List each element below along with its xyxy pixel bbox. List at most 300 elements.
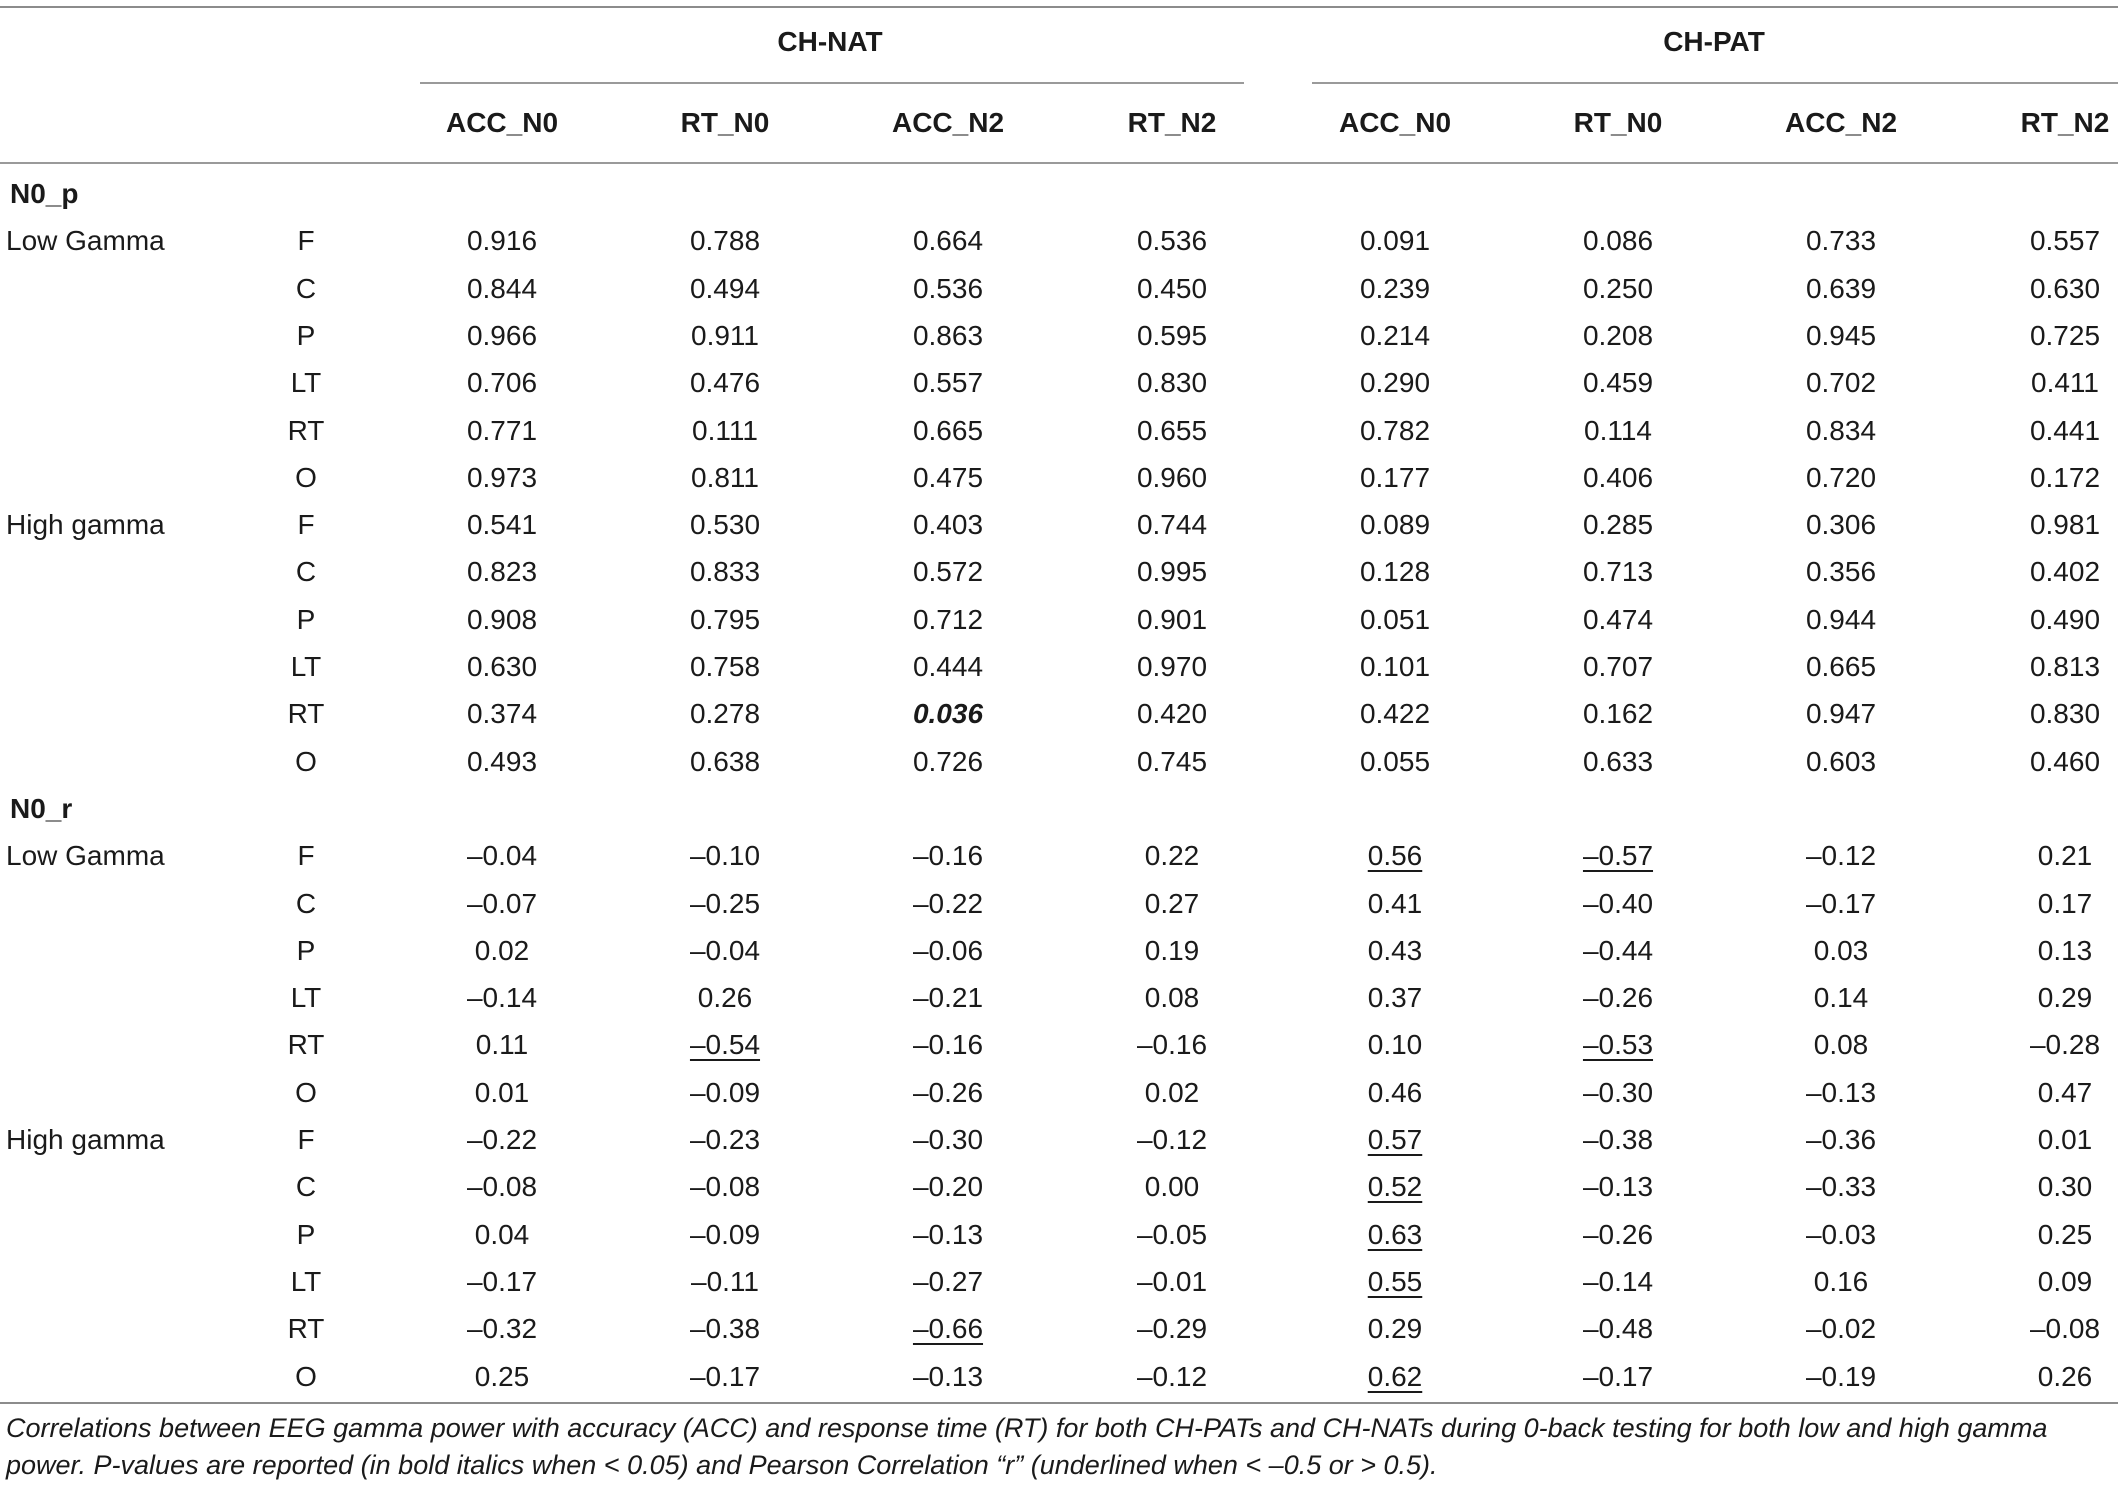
- cell-value: –0.14: [1582, 1265, 1654, 1297]
- table-cell: [1305, 501, 1485, 548]
- table-cell: [412, 1116, 592, 1163]
- table-cell: [1082, 974, 1262, 1021]
- table-row: [0, 454, 2118, 501]
- table-cell: [1082, 501, 1262, 548]
- cell-value: 0.374: [466, 698, 538, 730]
- cell-value: 0.278: [689, 698, 761, 730]
- cell-value: –0.01: [1136, 1265, 1208, 1297]
- table-cell: [858, 1211, 1038, 1258]
- table-cell: [412, 1211, 592, 1258]
- table-cell: [858, 454, 1038, 501]
- cell-value: –0.09: [689, 1218, 761, 1250]
- cell-value: 0.29: [1367, 1313, 1423, 1345]
- table-cell: [1528, 407, 1708, 454]
- table-cell: [1528, 454, 1708, 501]
- table-cell: [635, 1353, 815, 1400]
- cell-value: –0.53: [1582, 1029, 1654, 1061]
- cell-value: 0.664: [912, 225, 984, 257]
- table-cell: [635, 880, 815, 927]
- column-header: ACC_N0: [1338, 107, 1452, 138]
- cell-value: 0.702: [1805, 367, 1877, 399]
- table-cell: [858, 1305, 1038, 1352]
- cell-value: 0.830: [2029, 698, 2101, 730]
- cell-value: 0.823: [466, 556, 538, 588]
- band-label: Low Gamma: [6, 225, 165, 257]
- table-cell: [1305, 1116, 1485, 1163]
- table-cell: [412, 548, 592, 595]
- table-cell: [412, 312, 592, 359]
- table-cell: [1975, 1305, 2118, 1352]
- cell-value: 0.945: [1805, 319, 1877, 351]
- table-cell: [412, 974, 592, 1021]
- region-label: RT: [287, 1313, 325, 1345]
- table-cell: [1975, 312, 2118, 359]
- table-row: [0, 643, 2118, 690]
- table-cell: [1305, 1211, 1485, 1258]
- cell-value: –0.16: [912, 840, 984, 872]
- cell-value: 0.981: [2029, 509, 2101, 541]
- cell-value: 0.14: [1813, 982, 1869, 1014]
- cell-value: –0.10: [689, 840, 761, 872]
- cell-value: 0.172: [2029, 461, 2101, 493]
- cell-value: 0.27: [1144, 887, 1200, 919]
- table-cell: [635, 265, 815, 312]
- table-cell: [858, 832, 1038, 879]
- cell-value: –0.26: [1582, 982, 1654, 1014]
- region-label: P: [296, 934, 316, 966]
- cell-value: 0.17: [2037, 887, 2093, 919]
- cell-value: –0.17: [1582, 1360, 1654, 1392]
- cell-value: 0.089: [1359, 509, 1431, 541]
- table-cell: [1528, 1353, 1708, 1400]
- table-cell: [1305, 974, 1485, 1021]
- table-cell: [1975, 738, 2118, 785]
- table-cell: [412, 501, 592, 548]
- cell-value: –0.17: [466, 1265, 538, 1297]
- cell-value: 0.844: [466, 272, 538, 304]
- cell-value: –0.16: [1136, 1029, 1208, 1061]
- table-cell: [635, 643, 815, 690]
- cell-value: –0.26: [1582, 1218, 1654, 1250]
- table-cell: [635, 1258, 815, 1305]
- table-cell: [1082, 548, 1262, 595]
- table-cell: [1082, 643, 1262, 690]
- table-cell: [1975, 832, 2118, 879]
- table-cell: [412, 1163, 592, 1210]
- cell-value: 0.13: [2037, 934, 2093, 966]
- cell-value: 0.41: [1367, 887, 1423, 919]
- table-cell: [1082, 217, 1262, 264]
- column-header: ACC_N2: [1784, 107, 1898, 138]
- table-cell: [1751, 359, 1931, 406]
- cell-value: 0.541: [466, 509, 538, 541]
- cell-value: 0.177: [1359, 461, 1431, 493]
- table-cell: [1751, 690, 1931, 737]
- table-cell: [635, 738, 815, 785]
- cell-value: 0.46: [1367, 1076, 1423, 1108]
- cell-value: 0.441: [2029, 414, 2101, 446]
- cell-value: 0.208: [1582, 319, 1654, 351]
- table-cell: [1975, 359, 2118, 406]
- region-label: LT: [290, 367, 322, 399]
- cell-value: –0.05: [1136, 1218, 1208, 1250]
- table-cell: [1751, 1021, 1931, 1068]
- cell-value: 0.744: [1136, 509, 1208, 541]
- table-cell: [412, 454, 592, 501]
- cell-value: 0.460: [2029, 745, 2101, 777]
- region-label: C: [295, 887, 317, 919]
- table-cell: [1305, 596, 1485, 643]
- cell-value: 0.29: [2037, 982, 2093, 1014]
- cell-value: 0.444: [912, 651, 984, 682]
- cell-value: 0.22: [1144, 840, 1200, 872]
- cell-value: 0.25: [474, 1360, 530, 1392]
- cell-value: 0.04: [474, 1218, 530, 1250]
- cell-value: –0.30: [912, 1124, 984, 1155]
- cell-value: –0.14: [466, 982, 538, 1014]
- table-cell: [1528, 1258, 1708, 1305]
- cell-value: 0.111: [692, 414, 758, 446]
- cell-value: –0.30: [1582, 1076, 1654, 1108]
- region-label: F: [297, 840, 315, 872]
- cell-value: 0.56: [1367, 840, 1423, 872]
- table-cell: [1305, 1163, 1485, 1210]
- cell-value: –0.21: [912, 982, 984, 1014]
- cell-value: 0.493: [466, 745, 538, 777]
- region-label: F: [297, 509, 315, 541]
- cell-value: 0.713: [1582, 556, 1654, 588]
- cell-value: 0.37: [1367, 982, 1423, 1014]
- cell-value: –0.26: [912, 1076, 984, 1108]
- cell-value: 0.285: [1582, 509, 1654, 541]
- cell-value: –0.32: [466, 1313, 538, 1345]
- cell-value: 0.214: [1359, 319, 1431, 351]
- table-cell: [1751, 265, 1931, 312]
- table-cell: [412, 690, 592, 737]
- table-row: [0, 880, 2118, 927]
- table-cell: [1528, 548, 1708, 595]
- table-cell: [1528, 927, 1708, 974]
- cell-value: 0.536: [1136, 225, 1208, 257]
- cell-value: 0.26: [2037, 1360, 2093, 1392]
- cell-value: –0.54: [689, 1029, 761, 1061]
- cell-value: 0.57: [1367, 1124, 1423, 1155]
- cell-value: 0.474: [1582, 603, 1654, 635]
- cell-value: –0.19: [1805, 1360, 1877, 1392]
- section-title: N0_r: [10, 792, 73, 824]
- table-cell: [1305, 1353, 1485, 1400]
- region-label: O: [295, 1360, 317, 1392]
- cell-value: 0.995: [1136, 556, 1208, 588]
- table-cell: [635, 832, 815, 879]
- table-cell: [1082, 1305, 1262, 1352]
- cell-value: 0.911: [691, 319, 759, 351]
- table-cell: [635, 927, 815, 974]
- cell-value: 0.725: [2029, 319, 2101, 351]
- table-cell: [1975, 1258, 2118, 1305]
- table-cell: [635, 501, 815, 548]
- cell-value: –0.13: [912, 1360, 984, 1392]
- table-cell: [1305, 690, 1485, 737]
- cell-value: –0.13: [1805, 1076, 1877, 1108]
- region-label: RT: [287, 414, 325, 446]
- cell-value: –0.12: [1136, 1360, 1208, 1392]
- table-cell: [1751, 974, 1931, 1021]
- cell-value: 0.782: [1359, 414, 1431, 446]
- cell-value: 0.475: [912, 461, 984, 493]
- table-cell: [1751, 643, 1931, 690]
- table-cell: [1975, 1116, 2118, 1163]
- region-label: F: [297, 225, 315, 257]
- table-cell: [635, 1116, 815, 1163]
- cell-value: –0.02: [1805, 1313, 1877, 1345]
- cell-value: 0.055: [1359, 745, 1431, 777]
- cell-value: 0.947: [1805, 698, 1877, 730]
- cell-value: 0.47: [2037, 1076, 2093, 1108]
- table-cell: [635, 1069, 815, 1116]
- ch-nat-span-rule: [420, 82, 1244, 84]
- cell-value: 0.09: [2037, 1265, 2093, 1297]
- cell-value: 0.63: [1367, 1218, 1423, 1250]
- region-label: F: [297, 1124, 315, 1155]
- cell-value: 0.10: [1367, 1029, 1423, 1061]
- table-cell: [1305, 548, 1485, 595]
- cell-value: 0.086: [1582, 225, 1654, 257]
- table-cell: [1975, 1069, 2118, 1116]
- table-cell: [1305, 312, 1485, 359]
- table-cell: [1305, 359, 1485, 406]
- table-cell: [1082, 880, 1262, 927]
- table-cell: [1751, 927, 1931, 974]
- cell-value: 0.01: [2037, 1124, 2093, 1155]
- table-cell: [1305, 1258, 1485, 1305]
- cell-value: –0.11: [691, 1265, 759, 1297]
- table-row: [0, 596, 2118, 643]
- table-caption: Correlations between EEG gamma power with accuracy (ACC) and response time (RT) for both CH-PATs and CH-NATs during 0-back testing for both low and high gamma power. P-values are reported (in bold italics when < 0.05) and Pearson Correlation “r” (underlined when < –0.5 or > 0.5).: [6, 1413, 2048, 1480]
- table-cell: [1305, 1305, 1485, 1352]
- table-cell: [1528, 596, 1708, 643]
- table-row: [0, 1305, 2118, 1352]
- cell-value: –0.33: [1805, 1171, 1877, 1203]
- table-cell: [412, 1258, 592, 1305]
- table-cell: [635, 1211, 815, 1258]
- table-row: [0, 501, 2118, 548]
- cell-value: –0.16: [912, 1029, 984, 1061]
- cell-value: –0.08: [2029, 1313, 2101, 1345]
- table-cell: [1528, 1163, 1708, 1210]
- group-header-ch-nat: CH-NAT: [777, 26, 883, 57]
- table-cell: [1751, 1353, 1931, 1400]
- top-rule: [0, 6, 2118, 8]
- table-cell: [635, 1305, 815, 1352]
- table-cell: [412, 1353, 592, 1400]
- column-header: ACC_N2: [891, 107, 1005, 138]
- cell-value: –0.08: [466, 1171, 538, 1203]
- cell-value: 0.08: [1144, 982, 1200, 1014]
- table-cell: [1082, 1163, 1262, 1210]
- table-cell: [1751, 454, 1931, 501]
- cell-value: –0.17: [1805, 887, 1877, 919]
- cell-value: 0.707: [1582, 651, 1654, 682]
- table-cell: [1528, 1116, 1708, 1163]
- cell-value: 0.720: [1805, 461, 1877, 493]
- column-header: RT_N2: [1127, 107, 1217, 138]
- table-cell: [858, 265, 1038, 312]
- cell-value: 0.62: [1367, 1360, 1423, 1392]
- cell-value: 0.21: [2037, 840, 2093, 872]
- cell-value: 0.633: [1582, 745, 1654, 777]
- table-cell: [1751, 501, 1931, 548]
- table-cell: [858, 596, 1038, 643]
- table-cell: [1082, 1258, 1262, 1305]
- section-title: N0_p: [10, 178, 79, 209]
- table-cell: [858, 548, 1038, 595]
- cell-value: 0.813: [2029, 651, 2101, 682]
- cell-value: 0.450: [1136, 272, 1208, 304]
- table-cell: [1082, 312, 1262, 359]
- table-cell: [858, 643, 1038, 690]
- cell-value: 0.572: [912, 556, 984, 588]
- table-cell: [1975, 927, 2118, 974]
- table-cell: [1082, 832, 1262, 879]
- table-cell: [858, 880, 1038, 927]
- cell-value: 0.863: [912, 319, 984, 351]
- table-cell: [1305, 643, 1485, 690]
- cell-value: –0.08: [689, 1171, 761, 1203]
- region-label: LT: [290, 982, 322, 1014]
- table-cell: [1082, 690, 1262, 737]
- region-label: O: [295, 461, 317, 493]
- cell-value: 0.960: [1136, 461, 1208, 493]
- table-cell: [858, 690, 1038, 737]
- cell-value: –0.17: [689, 1360, 761, 1392]
- table-cell: [412, 265, 592, 312]
- table-cell: [1082, 407, 1262, 454]
- table-row: [0, 1163, 2118, 1210]
- column-header: RT_N2: [2020, 107, 2110, 138]
- table-cell: [1082, 1021, 1262, 1068]
- table-cell: [1975, 643, 2118, 690]
- table-cell: [1975, 880, 2118, 927]
- cell-value: 0.356: [1805, 556, 1877, 588]
- table-cell: [1975, 548, 2118, 595]
- header-bottom-rule: [0, 162, 2118, 164]
- table-cell: [412, 738, 592, 785]
- table-cell: [1082, 265, 1262, 312]
- cell-value: 0.665: [1805, 651, 1877, 682]
- table-cell: [1082, 1353, 1262, 1400]
- table-cell: [858, 1163, 1038, 1210]
- table-cell: [1528, 501, 1708, 548]
- table-cell: [1528, 832, 1708, 879]
- table-cell: [1528, 974, 1708, 1021]
- cell-value: 0.03: [1813, 934, 1869, 966]
- table-cell: [858, 927, 1038, 974]
- table-row: [0, 1021, 2118, 1068]
- cell-value: 0.114: [1584, 414, 1652, 446]
- cell-value: –0.38: [689, 1313, 761, 1345]
- cell-value: –0.20: [912, 1171, 984, 1203]
- table-cell: [1751, 1069, 1931, 1116]
- region-label: C: [295, 556, 317, 588]
- table-cell: [1082, 1211, 1262, 1258]
- table-cell: [412, 1021, 592, 1068]
- region-label: P: [296, 319, 316, 351]
- table-cell: [412, 927, 592, 974]
- table-row: [0, 832, 2118, 879]
- cell-value: –0.13: [912, 1218, 984, 1250]
- table-cell: [1975, 690, 2118, 737]
- cell-value: 0.55: [1367, 1265, 1423, 1297]
- table-cell: [1975, 501, 2118, 548]
- table-cell: [1975, 454, 2118, 501]
- cell-value: 0.638: [689, 745, 761, 777]
- table-cell: [1528, 1069, 1708, 1116]
- cell-value: 0.901: [1136, 603, 1208, 635]
- section-row: [0, 170, 2118, 217]
- cell-value: 0.557: [912, 367, 984, 399]
- table-cell: [858, 1069, 1038, 1116]
- cell-value: 0.494: [689, 272, 761, 304]
- table-cell: [858, 738, 1038, 785]
- cell-value: 0.19: [1144, 934, 1200, 966]
- column-header: ACC_N0: [445, 107, 559, 138]
- table-cell: [1751, 1211, 1931, 1258]
- table-row: [0, 312, 2118, 359]
- table-cell: [1751, 1116, 1931, 1163]
- table-cell: [1751, 548, 1931, 595]
- region-label: LT: [290, 1265, 322, 1297]
- table-cell: [1082, 927, 1262, 974]
- cell-value: –0.48: [1582, 1313, 1654, 1345]
- cell-value: –0.66: [912, 1313, 984, 1345]
- table-cell: [1528, 359, 1708, 406]
- cell-value: 0.830: [1136, 367, 1208, 399]
- cell-value: 0.00: [1144, 1171, 1200, 1203]
- table-cell: [1528, 217, 1708, 264]
- table-row: [0, 690, 2118, 737]
- table-cell: [635, 1163, 815, 1210]
- region-label: RT: [287, 698, 325, 730]
- cell-value: 0.811: [691, 461, 759, 493]
- cell-value: 0.16: [1813, 1265, 1869, 1297]
- cell-value: 0.490: [2029, 603, 2101, 635]
- table-cell: [1751, 1305, 1931, 1352]
- cell-value: 0.603: [1805, 745, 1877, 777]
- cell-value: 0.665: [912, 414, 984, 446]
- cell-value: 0.726: [912, 745, 984, 777]
- table-row: [0, 1069, 2118, 1116]
- cell-value: –0.38: [1582, 1124, 1654, 1155]
- table-cell: [1975, 1163, 2118, 1210]
- cell-value: –0.09: [689, 1076, 761, 1108]
- table-cell: [858, 359, 1038, 406]
- region-label: C: [295, 1171, 317, 1203]
- table-cell: [1751, 217, 1931, 264]
- table-row: [0, 359, 2118, 406]
- cell-value: –0.22: [912, 887, 984, 919]
- cell-value: 0.557: [2029, 225, 2101, 257]
- cell-value: 0.02: [1144, 1076, 1200, 1108]
- table-cell: [1528, 738, 1708, 785]
- table-cell: [1975, 265, 2118, 312]
- table-cell: [858, 1353, 1038, 1400]
- cell-value: –0.22: [466, 1124, 538, 1155]
- cell-value: 0.091: [1359, 225, 1431, 257]
- table-cell: [1305, 217, 1485, 264]
- cell-value: 0.595: [1136, 319, 1208, 351]
- cell-value: 0.530: [689, 509, 761, 541]
